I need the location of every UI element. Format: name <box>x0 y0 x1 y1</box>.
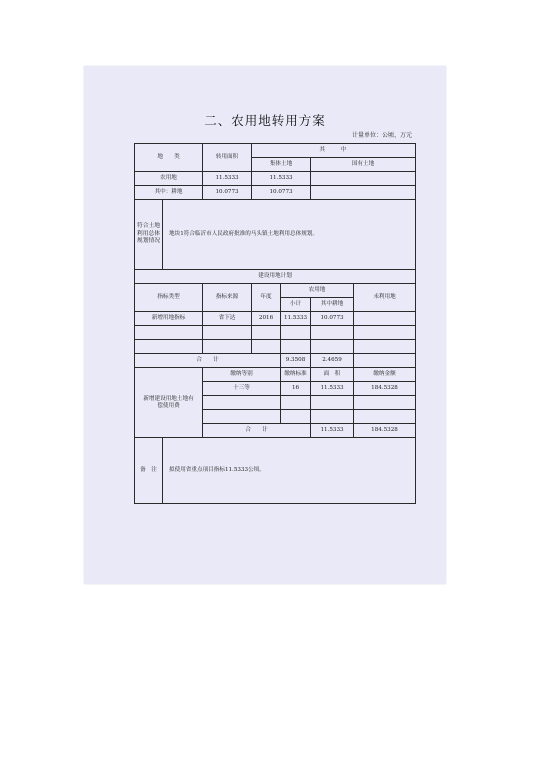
fee-total-label: 合 计 <box>203 424 311 438</box>
plan-source: 省下达 <box>203 312 252 326</box>
plan-total-label: 合 计 <box>135 354 281 368</box>
row-state <box>311 186 416 200</box>
plan-unused <box>354 312 416 326</box>
document-page <box>84 66 446 584</box>
plan-type: 新增用地指标 <box>135 312 203 326</box>
table-row-empty <box>135 340 416 354</box>
fee-header-amount: 缴纳金额 <box>354 368 416 382</box>
fee-grade: 十三等 <box>203 382 281 396</box>
plan-title: 建设用地计划 <box>135 270 416 284</box>
compliance-label: 符合土地利用总体规划情况 <box>136 222 161 245</box>
remarks-row <box>135 438 416 504</box>
fee-area: 11.5333 <box>311 382 354 396</box>
header-among: 其 中 <box>252 144 416 158</box>
row-label: 其中：耕地 <box>135 186 203 200</box>
plan-total-row <box>135 354 416 368</box>
row-collective: 10.0773 <box>252 186 311 200</box>
fee-label: 新增建设用地土地有偿使用费 <box>135 368 203 438</box>
plan-total-subtotal: 9.3508 <box>281 354 311 368</box>
fee-header-grade: 缴纳等别 <box>203 368 281 382</box>
plan-header-row <box>135 284 416 298</box>
compliance-row <box>135 200 416 270</box>
compliance-label-cell <box>135 200 163 270</box>
plan-header-source: 指标来源 <box>203 284 252 312</box>
fee-total-amount: 184.5328 <box>354 424 416 438</box>
table-row <box>135 186 416 200</box>
plan-total-unused <box>354 354 416 368</box>
remarks-label: 备 注 <box>135 438 163 504</box>
plan-header-unused: 未利用地 <box>354 284 416 312</box>
plan-title-row <box>135 270 416 284</box>
plan-total-cultivated: 2.4659 <box>311 354 354 368</box>
row-label: 农用地 <box>135 172 203 186</box>
header-row <box>135 144 416 158</box>
plan-header-year: 年度 <box>252 284 281 312</box>
remarks-text: 拟使用省重点项目指标11.5333公顷。 <box>163 438 416 504</box>
page-title: 二、农用地转用方案 <box>204 113 326 128</box>
fee-total-area: 11.5333 <box>311 424 354 438</box>
fee-standard: 16 <box>281 382 311 396</box>
unit-note: 计量单位：公顷、万元 <box>351 132 412 139</box>
plan-header-agri: 农用地 <box>281 284 354 298</box>
conversion-table <box>134 143 416 504</box>
row-state <box>311 172 416 186</box>
table-row <box>135 172 416 186</box>
fee-header-standard: 缴纳标准 <box>281 368 311 382</box>
fee-header-area: 面 积 <box>311 368 354 382</box>
plan-subtotal: 11.5333 <box>281 312 311 326</box>
plan-header-type: 指标类型 <box>135 284 203 312</box>
compliance-text: 地块1符合临沂市人民政府批准的马头镇土地利用总体规划。 <box>163 200 416 270</box>
fee-amount: 184.5328 <box>354 382 416 396</box>
plan-header-subtotal: 小计 <box>281 298 311 312</box>
row-area: 11.5333 <box>203 172 252 186</box>
row-collective: 11.5333 <box>252 172 311 186</box>
header-collective: 集体土地 <box>252 158 311 172</box>
row-area: 10.0773 <box>203 186 252 200</box>
plan-cultivated: 10.0773 <box>311 312 354 326</box>
header-state: 国有土地 <box>311 158 416 172</box>
fee-header-row <box>135 368 416 382</box>
plan-year: 2016 <box>252 312 281 326</box>
header-area: 转用面积 <box>203 144 252 172</box>
plan-header-cultivated: 其中耕地 <box>311 298 354 312</box>
header-category: 地 类 <box>135 144 203 172</box>
table-row-empty <box>135 326 416 340</box>
table-row <box>135 312 416 326</box>
